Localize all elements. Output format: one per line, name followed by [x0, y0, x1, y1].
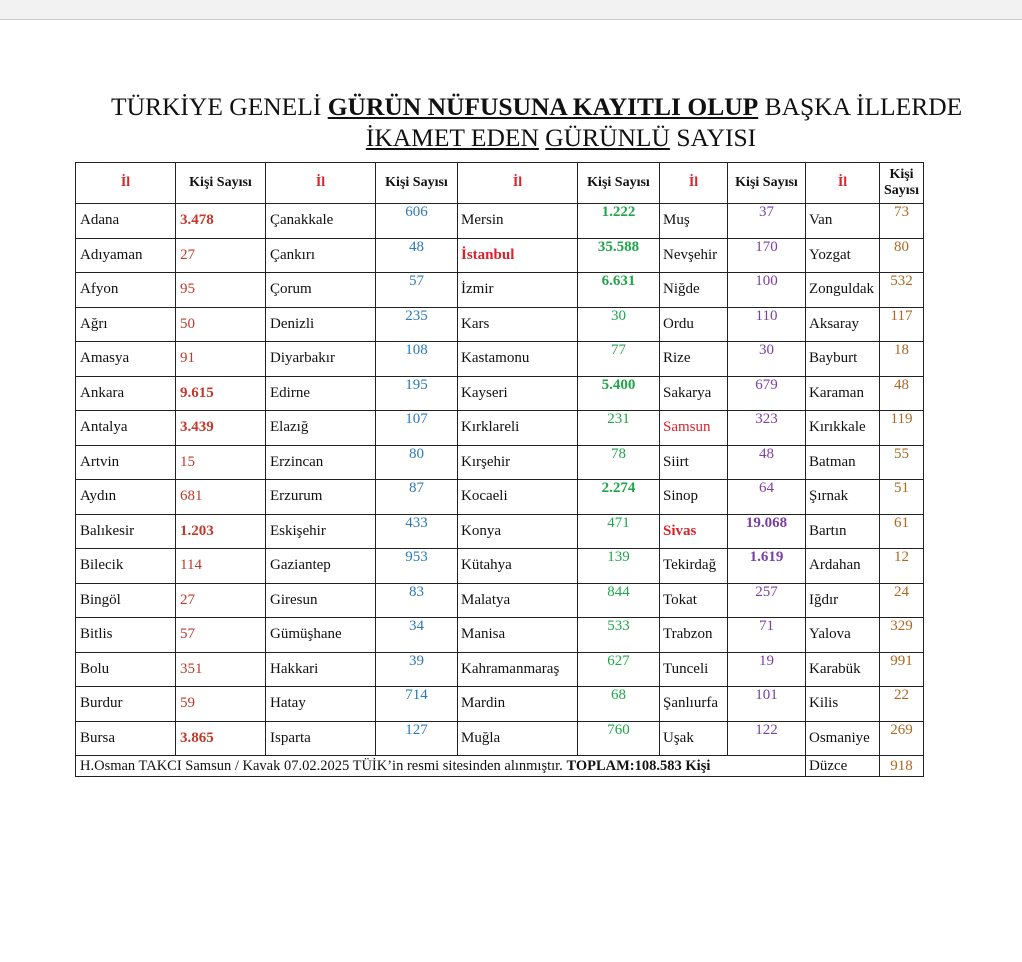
header-il: İl [266, 163, 376, 204]
kisi-value: 22 [880, 687, 924, 722]
footer-note [76, 756, 806, 777]
kisi-value: 760 [578, 721, 660, 756]
kisi-value: 50 [176, 307, 266, 342]
il-name: Nevşehir [660, 238, 728, 273]
il-name: Sinop [660, 480, 728, 515]
il-name: Çanakkale [266, 204, 376, 239]
il-name: Hatay [266, 687, 376, 722]
il-name: Balıkesir [76, 514, 176, 549]
il-name: Mersin [458, 204, 578, 239]
kisi-value: 91 [176, 342, 266, 377]
il-name: Yozgat [806, 238, 880, 273]
il-name: Elazığ [266, 411, 376, 446]
kisi-value: 844 [578, 583, 660, 618]
kisi-value: 78 [578, 445, 660, 480]
il-name: Kırklareli [458, 411, 578, 446]
kisi-value: 87 [376, 480, 458, 515]
il-name: Kastamonu [458, 342, 578, 377]
il-name: Çorum [266, 273, 376, 308]
il-name: Sivas [660, 514, 728, 549]
kisi-value: 1.222 [578, 204, 660, 239]
il-name: Amasya [76, 342, 176, 377]
table-row [76, 273, 924, 308]
il-name: Afyon [76, 273, 176, 308]
table-row [76, 549, 924, 584]
kisi-value: 257 [728, 583, 806, 618]
il-name: Zonguldak [806, 273, 880, 308]
header-kisi: Kişi Sayısı [376, 163, 458, 204]
kisi-value: 471 [578, 514, 660, 549]
title-prefix: TÜRKİYE GENELİ [111, 92, 328, 121]
footer-total: TOPLAM:108.583 Kişi [566, 757, 711, 774]
kisi-value: 15 [176, 445, 266, 480]
il-name: Mardin [458, 687, 578, 722]
il-name: Bilecik [76, 549, 176, 584]
kisi-value: 679 [728, 376, 806, 411]
kisi-value: 1.203 [176, 514, 266, 549]
table-row [76, 721, 924, 756]
population-table [75, 162, 924, 777]
il-name: Kilis [806, 687, 880, 722]
il-name: Kayseri [458, 376, 578, 411]
header-row [76, 163, 924, 204]
kisi-value: 73 [880, 204, 924, 239]
il-name: İzmir [458, 273, 578, 308]
kisi-value: 19 [728, 652, 806, 687]
kisi-value: 351 [176, 652, 266, 687]
kisi-value: 37 [728, 204, 806, 239]
il-name: Kocaeli [458, 480, 578, 515]
table-row [76, 376, 924, 411]
table-row [76, 445, 924, 480]
il-name: Bursa [76, 721, 176, 756]
il-name: Bingöl [76, 583, 176, 618]
il-name: Gaziantep [266, 549, 376, 584]
kisi-value: 953 [376, 549, 458, 584]
kisi-value: 2.274 [578, 480, 660, 515]
kisi-value: 329 [880, 618, 924, 653]
il-name: Kahramanmaraş [458, 652, 578, 687]
kisi-value: 64 [728, 480, 806, 515]
header-kisi: Kişi Sayısı [176, 163, 266, 204]
kisi-value: 532 [880, 273, 924, 308]
kisi-value: 533 [578, 618, 660, 653]
il-name: Bitlis [76, 618, 176, 653]
kisi-value: 110 [728, 307, 806, 342]
kisi-value: 5.400 [578, 376, 660, 411]
il-name: Sakarya [660, 376, 728, 411]
table-row [76, 652, 924, 687]
il-name: Artvin [76, 445, 176, 480]
il-name: Isparta [266, 721, 376, 756]
il-name: Adıyaman [76, 238, 176, 273]
table-row [76, 204, 924, 239]
il-name: Ardahan [806, 549, 880, 584]
il-name: Batman [806, 445, 880, 480]
kisi-value: 627 [578, 652, 660, 687]
kisi-value: 269 [880, 721, 924, 756]
kisi-value: 323 [728, 411, 806, 446]
kisi-value: 195 [376, 376, 458, 411]
kisi-value: 3.478 [176, 204, 266, 239]
il-name: Ordu [660, 307, 728, 342]
kisi-value: 1.619 [728, 549, 806, 584]
kisi-value: 101 [728, 687, 806, 722]
kisi-value: 48 [728, 445, 806, 480]
il-name: Eskişehir [266, 514, 376, 549]
kisi-value: 231 [578, 411, 660, 446]
il-name: Edirne [266, 376, 376, 411]
kisi-value: 170 [728, 238, 806, 273]
page-title-line2 [0, 124, 1022, 152]
footer-row [76, 756, 924, 777]
table-row [76, 480, 924, 515]
il-name: Kars [458, 307, 578, 342]
il-name: Trabzon [660, 618, 728, 653]
il-name: Ağrı [76, 307, 176, 342]
il-name: Bartın [806, 514, 880, 549]
title-suffix: BAŞKA İLLERDE [758, 92, 963, 121]
il-name: Muş [660, 204, 728, 239]
kisi-value: 55 [880, 445, 924, 480]
title-part3: SAYISI [676, 123, 757, 152]
il-name: Giresun [266, 583, 376, 618]
kisi-value: 68 [578, 687, 660, 722]
kisi-value: 433 [376, 514, 458, 549]
il-name: Bayburt [806, 342, 880, 377]
il-name: Şırnak [806, 480, 880, 515]
kisi-value: 57 [376, 273, 458, 308]
il-name: Samsun [660, 411, 728, 446]
footer-source: H.Osman TAKCI Samsun / Kavak 07.02.2025 TÜİK’in resmi sitesinden alınmıştır. [80, 757, 563, 774]
header-il: İl [76, 163, 176, 204]
il-name: Kırşehir [458, 445, 578, 480]
table-row [76, 618, 924, 653]
kisi-value: 18 [880, 342, 924, 377]
il-name: Siirt [660, 445, 728, 480]
il-name: Bolu [76, 652, 176, 687]
kisi-value: 681 [176, 480, 266, 515]
kisi-value: 117 [880, 307, 924, 342]
il-name: Tokat [660, 583, 728, 618]
header-il: İl [806, 163, 880, 204]
il-name: Yalova [806, 618, 880, 653]
il-name: Düzce [806, 756, 880, 777]
table-row [76, 342, 924, 377]
table-row [76, 307, 924, 342]
kisi-value: 30 [578, 307, 660, 342]
kisi-value: 3.865 [176, 721, 266, 756]
il-name: Malatya [458, 583, 578, 618]
il-name: Tunceli [660, 652, 728, 687]
il-name: Adana [76, 204, 176, 239]
il-name: Burdur [76, 687, 176, 722]
kisi-value: 235 [376, 307, 458, 342]
kisi-value: 24 [880, 583, 924, 618]
kisi-value: 83 [376, 583, 458, 618]
il-name: Rize [660, 342, 728, 377]
kisi-value: 12 [880, 549, 924, 584]
kisi-value: 27 [176, 238, 266, 273]
kisi-value: 114 [176, 549, 266, 584]
kisi-value: 122 [728, 721, 806, 756]
kisi-value: 9.615 [176, 376, 266, 411]
kisi-value: 39 [376, 652, 458, 687]
il-name: İstanbul [458, 238, 578, 273]
title-highlight: GÜRÜN NÜFUSUNA KAYITLI OLUP [327, 92, 759, 121]
il-name: Aksaray [806, 307, 880, 342]
kisi-value: 35.588 [578, 238, 660, 273]
il-name: Uşak [660, 721, 728, 756]
browser-top-bar [0, 0, 1022, 20]
table-row [76, 411, 924, 446]
il-name: Niğde [660, 273, 728, 308]
il-name: Kırıkkale [806, 411, 880, 446]
title-part2: GÜRÜNLÜ [545, 123, 670, 152]
table-row [76, 583, 924, 618]
kisi-value: 51 [880, 480, 924, 515]
il-name: Kütahya [458, 549, 578, 584]
kisi-value: 127 [376, 721, 458, 756]
il-name: Denizli [266, 307, 376, 342]
kisi-value: 139 [578, 549, 660, 584]
kisi-value: 57 [176, 618, 266, 653]
il-name: Osmaniye [806, 721, 880, 756]
kisi-value: 48 [880, 376, 924, 411]
header-kisi: Kişi Sayısı [728, 163, 806, 204]
il-name: Erzurum [266, 480, 376, 515]
table-row [76, 687, 924, 722]
kisi-value: 6.631 [578, 273, 660, 308]
table-row [76, 238, 924, 273]
kisi-value: 991 [880, 652, 924, 687]
il-name: Ankara [76, 376, 176, 411]
header-il: İl [660, 163, 728, 204]
il-name: Tekirdağ [660, 549, 728, 584]
kisi-value: 3.439 [176, 411, 266, 446]
header-kisi: Kişi Sayısı [880, 163, 924, 204]
kisi-value: 19.068 [728, 514, 806, 549]
kisi-value: 606 [376, 204, 458, 239]
il-name: Antalya [76, 411, 176, 446]
header-il: İl [458, 163, 578, 204]
kisi-value: 107 [376, 411, 458, 446]
il-name: Aydın [76, 480, 176, 515]
il-name: Şanlıurfa [660, 687, 728, 722]
kisi-value: 61 [880, 514, 924, 549]
il-name: Iğdır [806, 583, 880, 618]
il-name: Çankırı [266, 238, 376, 273]
kisi-value: 80 [376, 445, 458, 480]
table-row [76, 514, 924, 549]
il-name: Karaman [806, 376, 880, 411]
kisi-value: 714 [376, 687, 458, 722]
kisi-value: 119 [880, 411, 924, 446]
page-title-line1 [111, 93, 962, 121]
kisi-value: 59 [176, 687, 266, 722]
kisi-value: 108 [376, 342, 458, 377]
kisi-value: 48 [376, 238, 458, 273]
kisi-value: 34 [376, 618, 458, 653]
il-name: Van [806, 204, 880, 239]
header-kisi: Kişi Sayısı [578, 163, 660, 204]
kisi-value: 95 [176, 273, 266, 308]
il-name: Gümüşhane [266, 618, 376, 653]
il-name: Diyarbakır [266, 342, 376, 377]
il-name: Erzincan [266, 445, 376, 480]
kisi-value: 80 [880, 238, 924, 273]
kisi-value: 27 [176, 583, 266, 618]
kisi-value: 77 [578, 342, 660, 377]
il-name: Konya [458, 514, 578, 549]
title-part1: İKAMET EDEN [365, 123, 539, 152]
il-name: Manisa [458, 618, 578, 653]
kisi-value: 918 [880, 756, 924, 777]
il-name: Hakkari [266, 652, 376, 687]
il-name: Karabük [806, 652, 880, 687]
kisi-value: 100 [728, 273, 806, 308]
kisi-value: 30 [728, 342, 806, 377]
il-name: Muğla [458, 721, 578, 756]
kisi-value: 71 [728, 618, 806, 653]
